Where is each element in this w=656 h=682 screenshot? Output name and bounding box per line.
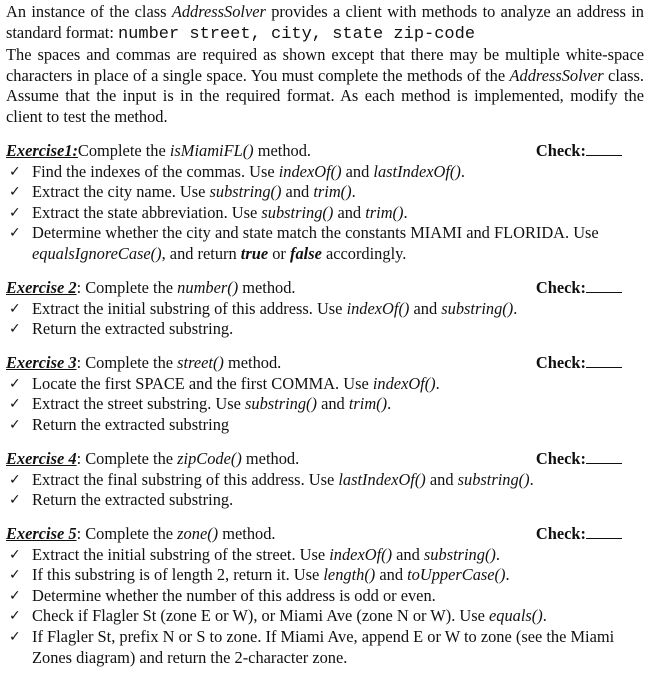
exercise-trail: method. <box>223 352 282 372</box>
checkmark-icon: ✓ <box>9 163 21 180</box>
method-name: zone() <box>177 523 219 543</box>
exercise-lead: : Complete the <box>76 352 178 372</box>
exercise-lead: : Complete the <box>76 277 178 297</box>
check-blank-line <box>586 449 622 464</box>
method-ref: trim() <box>313 182 352 202</box>
class-name: AddressSolver <box>171 2 266 21</box>
task-item: ✓ Locate the first SPACE and the first COMMA. Use indexOf(). <box>9 373 440 393</box>
exercise-trail: method. <box>238 277 296 297</box>
exercise-title: Exercise 3 <box>6 352 77 372</box>
exercise-lead: : Complete the <box>76 523 178 543</box>
keyword-false: false <box>289 243 322 263</box>
task-item: ✓ Extract the state abbreviation. Use substring() and trim(). <box>9 202 408 222</box>
checkmark-icon: ✓ <box>9 587 21 604</box>
task-item: ✓ If Flagler St, prefix N or S to zone. If Miami Ave, append E or W to zone (see the Miami Zones diagram) and return the 2-character zone. <box>9 627 615 667</box>
method-ref: substring() <box>245 394 317 414</box>
check-box: Check: <box>536 141 622 162</box>
exercise-lead: Complete the <box>77 140 170 160</box>
method-ref: indexOf() <box>329 544 393 564</box>
method-ref: trim() <box>365 202 404 222</box>
task-item: ✓ Check if Flagler St (zone E or W), or Miami Ave (zone N or W). Use equals(). <box>9 606 547 626</box>
task-item: ✓ Return the extracted substring. <box>9 490 234 510</box>
method-ref: substring() <box>209 182 282 202</box>
task-list <box>6 299 644 340</box>
method-ref: indexOf() <box>346 298 410 318</box>
method-ref: indexOf() <box>278 161 342 181</box>
exercise-header <box>6 449 644 470</box>
exercise-title: Exercise 2 <box>6 277 77 297</box>
exercise-list <box>6 141 644 669</box>
task-item: ✓ Extract the city name. Use substring() and trim(). <box>9 182 356 202</box>
check-blank-line <box>586 524 622 539</box>
method-ref: substring() <box>423 544 496 564</box>
task-item: ✓ Extract the final substring of this address. Use lastIndexOf() and substring(). <box>9 469 534 489</box>
task-item: ✓ If this substring is of length 2, return it. Use length() and toUpperCase(). <box>9 565 510 585</box>
method-ref: substring() <box>441 298 514 318</box>
task-item: ✓ Determine whether the number of this address is odd or even. <box>9 585 436 605</box>
exercise-trail: method. <box>218 523 276 543</box>
class-name: AddressSolver <box>509 65 604 85</box>
checkmark-icon: ✓ <box>9 608 21 625</box>
check-box: Check: <box>536 353 622 374</box>
task-list <box>6 162 644 265</box>
method-name: isMiamiFL() <box>169 140 254 160</box>
method-ref: toUpperCase() <box>407 565 506 585</box>
method-ref: substring() <box>457 469 530 489</box>
intro-paragraph-1: An instance of the class AddressSolver provides a client with methods to analyze an address in standard format: number street, city, state zip-code <box>6 2 644 44</box>
task-item: ✓ Return the extracted substring. <box>9 319 234 339</box>
method-ref: equalsIgnoreCase() <box>32 243 162 263</box>
checkmark-icon: ✓ <box>9 375 21 392</box>
check-blank-line <box>586 353 622 368</box>
keyword-true: true <box>240 243 269 263</box>
method-ref: equals() <box>489 606 543 626</box>
check-box: Check: <box>536 278 622 299</box>
method-name: street() <box>177 352 224 372</box>
task-item: ✓ Extract the initial substring of this address. Use indexOf() and substring(). <box>9 298 518 318</box>
checkmark-icon: ✓ <box>9 416 21 433</box>
checkmark-icon: ✓ <box>9 300 21 317</box>
exercise-header <box>6 353 644 374</box>
checkmark-icon: ✓ <box>9 321 21 338</box>
checkmark-icon: ✓ <box>9 629 21 646</box>
method-name: zipCode() <box>177 448 242 468</box>
intro-paragraph-2: The spaces and commas are required as shown except that there may be multiple white-space characters in place of a single space. You must complete the methods of the AddressSolver class. Assume that the input is in the required format. As each method is implemented, modify the client to test the method. <box>6 45 644 126</box>
task-item: ✓ Determine whether the city and state match the constants MIAMI and FLORIDA. Use equalsIgnoreCase(), and return true or false accordingly. <box>9 223 599 263</box>
checkmark-icon: ✓ <box>9 204 21 221</box>
exercise-5 <box>6 524 644 669</box>
exercise-trail: method. <box>253 140 312 160</box>
check-box: Check: <box>536 524 622 545</box>
method-ref: substring() <box>261 202 334 222</box>
method-ref: trim() <box>348 394 388 414</box>
exercise-trail: method. <box>241 448 300 468</box>
checkmark-icon: ✓ <box>9 567 21 584</box>
task-item: ✓ Find the indexes of the commas. Use indexOf() and lastIndexOf(). <box>9 161 465 181</box>
checkmark-icon: ✓ <box>9 492 21 509</box>
exercise-header <box>6 278 644 299</box>
exercise-title: Exercise 5 <box>6 523 77 543</box>
exercise-lead: : Complete the <box>76 448 178 468</box>
checkmark-icon: ✓ <box>9 546 21 563</box>
check-blank-line <box>586 141 622 156</box>
address-format: number street, city, state zip-code <box>117 24 476 44</box>
task-item: ✓ Extract the street substring. Use substring() and trim(). <box>9 394 392 414</box>
exercise-3 <box>6 353 644 436</box>
task-list <box>6 545 644 669</box>
task-item: ✓ Return the extracted substring <box>9 414 230 434</box>
exercise-title: Exercise 4 <box>6 448 77 468</box>
check-box: Check: <box>536 449 622 470</box>
method-name: number() <box>177 277 239 297</box>
exercise-4 <box>6 449 644 511</box>
check-blank-line <box>586 278 622 293</box>
intro <box>6 2 644 128</box>
task-list <box>6 470 644 511</box>
method-ref: length() <box>323 565 376 585</box>
task-item: ✓ Extract the initial substring of the street. Use indexOf() and substring(). <box>9 544 500 564</box>
checkmark-icon: ✓ <box>9 184 21 201</box>
exercise-2 <box>6 278 644 340</box>
exercise-header <box>6 524 644 545</box>
method-ref: indexOf() <box>372 373 436 393</box>
exercise-1 <box>6 141 644 265</box>
exercise-title: Exercise1: <box>6 140 78 160</box>
task-list <box>6 374 644 436</box>
exercise-header <box>6 141 644 162</box>
checkmark-icon: ✓ <box>9 396 21 413</box>
method-ref: lastIndexOf() <box>338 469 426 489</box>
method-ref: lastIndexOf() <box>373 161 461 181</box>
checkmark-icon: ✓ <box>9 471 21 488</box>
checkmark-icon: ✓ <box>9 225 21 242</box>
